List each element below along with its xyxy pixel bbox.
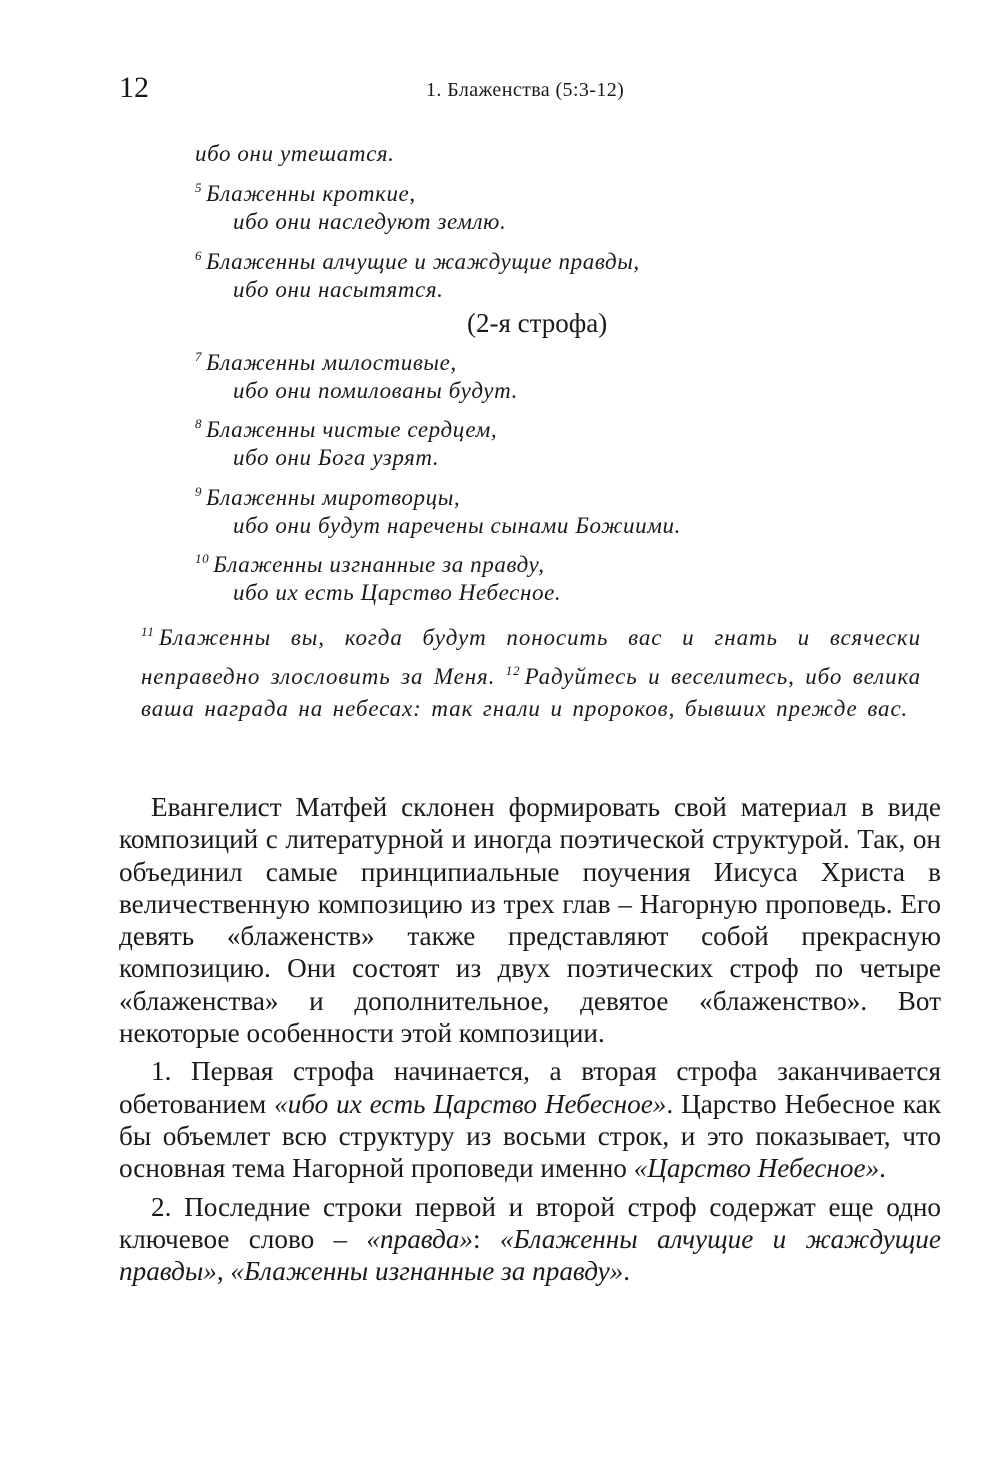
- page-number: 12: [119, 71, 149, 104]
- text-run: . Царство Небесное как бы объемлет всю структуру из восьми строк, и это показывает, что основная тема Нагорной проповеди именно: [119, 1088, 941, 1184]
- poem-line-text: ибо они Бога узрят.: [233, 445, 440, 470]
- poem-line-text: ибо они насытятся.: [233, 277, 444, 302]
- verse-number: 5: [195, 180, 203, 195]
- poem-line-text: Блаженны изгнанные за правду,: [213, 552, 545, 577]
- text-run: .: [879, 1153, 886, 1184]
- poem-line-text: ибо они наследуют землю.: [233, 209, 507, 234]
- verses-11-12: [141, 616, 921, 726]
- quote: «Царство Небесное»: [633, 1153, 880, 1184]
- quote: «ибо их есть Царство Небесное»: [274, 1088, 667, 1119]
- poem-line: [233, 441, 439, 475]
- poem-line: [233, 273, 444, 307]
- poem-line-text: ибо они помилованы будут.: [233, 378, 518, 403]
- poem-line: [195, 407, 497, 441]
- poem-line-text: ибо они будут наречены сынами Божиими.: [233, 513, 681, 538]
- poem-line: [233, 509, 681, 543]
- text-run: 2. Последние строки первой и второй строф содержат еще одно ключевое слово –: [119, 1191, 941, 1254]
- verse-number: 7: [195, 349, 203, 364]
- running-head: 1. Блаженства (5:3-12): [426, 79, 625, 101]
- text-run: ,: [216, 1256, 231, 1287]
- text-run: 1. Первая строфа начинается, а вторая строфа заканчивается обетованием: [119, 1056, 941, 1119]
- poem-line: [233, 205, 506, 239]
- quote: «Блаженны изгнанные за правду»: [230, 1256, 624, 1287]
- poem-line-text: Блаженны кроткие,: [206, 181, 416, 206]
- poem-line: [195, 137, 395, 171]
- verse-number: 9: [195, 484, 203, 499]
- verse-text: Блаженны вы, когда будут поносить вас и гнать и всячески неправедно злословить за Меня.: [141, 625, 921, 689]
- stanza-label: (2-я строфа): [467, 308, 608, 338]
- verse-text: Радуйтесь и веселитесь, ибо велика ваша награда на небесах: так гнали и пророков, бывших прежде вас.: [141, 663, 921, 721]
- poem-line: [195, 239, 640, 273]
- poem-line: [195, 340, 457, 374]
- poem-line: [233, 576, 561, 610]
- text-run: :: [473, 1223, 500, 1254]
- poem-line-text: ибо они утешатся.: [195, 141, 395, 166]
- poem-line: [195, 475, 460, 509]
- poem-line-text: Блаженны чистые сердцем,: [206, 417, 498, 442]
- poem-line-text: Блаженны алчущие и жаждущие правды,: [206, 249, 640, 274]
- paragraph-point-2: [119, 1191, 941, 1288]
- commentary: [119, 791, 941, 1287]
- verse-number: 10: [195, 551, 210, 566]
- text-run: .: [623, 1256, 631, 1287]
- paragraph-point-1: [119, 1055, 941, 1184]
- poem-line-text: ибо их есть Царство Небесное.: [233, 580, 562, 605]
- poem-line-text: Блаженны миротворцы,: [206, 485, 461, 510]
- quote: «Блаженны алчущие и жаждущие правды»: [119, 1223, 941, 1287]
- quote: «правда»: [366, 1223, 474, 1254]
- verse-number: 11: [141, 624, 155, 639]
- poem-line: [195, 542, 545, 576]
- poem-line: [233, 374, 518, 408]
- verse-number: 6: [195, 248, 203, 263]
- verse-number: 8: [195, 416, 203, 431]
- poem-line: [195, 171, 416, 205]
- verse-number: 12: [505, 662, 521, 678]
- poem-line-text: Блаженны милостивые,: [206, 350, 457, 375]
- paragraph-intro: Евангелист Матфей склонен формировать свой материал в виде композиций с литературной и иногда поэтической структурой. Так, он объединил самые принципиальные поучения Иисуса Христа в величественную композицию из трех глав – Нагорную проповедь. Его девять «блаженств» также представляют собой прекрасную композицию. Они состоят из двух поэтических строф по четыре «блаженства» и дополнительное, девятое «блаженство». Вот некоторые особенности этой композиции.: [119, 792, 941, 1049]
